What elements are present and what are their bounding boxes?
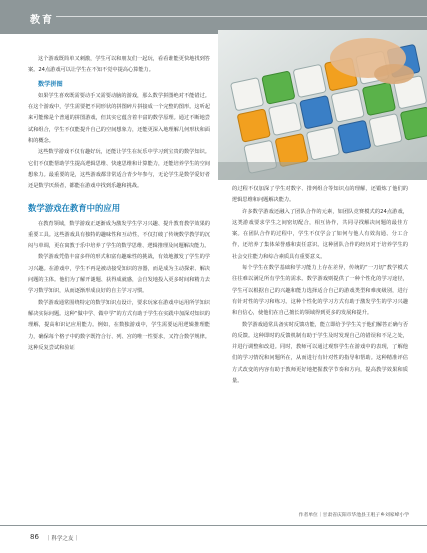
paragraph: 许多数学游戏还融入了团队合作的元素，如团队竞赛模式的24点游戏，这类游戏要求学生之间密切配合，相互协作，共同寻找解决问题的最佳方案。在团队合作的过程中，学生不仅学会了如何与他人有效沟通、分工合作，还培养了集体荣誉感和责任意识。这种团队合作的经历对于培养学生的社会交往能力和综合素质具有重要意义。 [232,208,408,260]
author-affiliation: 作者单位｜甘肃省庆阳市华池县王咀子乡刘家峰小学 [298,513,409,518]
left-column [28,54,210,354]
paragraph-continued: 的过程不仅加深了学生对数字、排列组合等知识点的理解，还锻炼了他们的逻辑思维和问题解决能力。 [232,186,408,204]
paragraph: 在教育领域，数学游戏正逐渐成为激发学生学习兴趣、提升教育教学效果的重要工具。这些游戏具有独特的趣味性和互动性，不仅打破了传统数学教学的沉闷与单调，更在寓教于乐中培养了学生的数学思维、逻辑推理及问题解决能力。 [28,220,210,250]
header-divider [56,16,427,17]
math-puzzle-photo [218,30,427,180]
paragraph: 这些数学游戏不仅有趣好玩，还能让学生在玩乐中学习到宝贵的数学知识。它们不仅能帮助学生提高逻辑思维、快速思维和计算能力，还能培养学生的空间想象力。最重要的是，这些游戏都非常适合青少年参与，无论学生是数学爱好者还是数学厌烦者，都能在游戏中找到乐趣和挑战。 [28,149,210,190]
paragraph: 如果学生喜欢既需要动手又需要动脑的游戏，那么数学拼图绝对不能错过。在这个游戏中，学生需要把不同形状的拼图碎片拼接成一个完整的图形。这听起来可能像是个普通的拼图游戏，但其实它蕴含着丰富的数学原理。通过不断地尝试和组合，学生不仅能提升自己的空间想象力，还能更深入地理解几何形状和面积的概念。 [28,92,210,145]
journal-name: ｜科学之友｜ [46,536,80,542]
paragraph: 数学游戏通常围绕特定的数学知识点设计，要求玩家在游戏中运用所学知识解决实际问题。这种“做中学、做中学”的方式有助于学生在实践中加深对知识的理解，提高和识记应用能力。例如，在数独游戏中，学生需要运用逻辑推理能力，确保每个格子中的数字既符合行、列、宫的唯一性要求，又符合数学规律。这种反复尝试和验证 [28,299,210,351]
section-heading: 数学游戏在教育中的应用 [28,202,121,213]
right-column [232,184,408,387]
subheading-math-puzzle: 数学拼图 [38,80,63,88]
paragraph: 数学游戏凭借丰富多样的形式和富有趣味性的挑战，有效地激发了学生的学习兴趣。在游戏中，学生不再是被动接受知识的容器，而是成为主动探索、解决问题的主体。他们为了解开谜题、获得成就感，会自发地投入更多时间和精力去学习数学知识，从而逐渐形成良好的自主学习习惯。 [28,254,210,295]
paragraph: 数学游戏通常具备实时反馈功能，能立即给予学生关于他们解答正确与否的反馈。这种即时的反馈机制有助于学生及时发现自己的错误和不足之处，并进行调整和改进。同时，教师可以通过观察学生在游戏中的表现，了解他们的学习情况和问题所在，从而进行有针对性的指导和帮助。这种精准评估方式改变的内容有助于教师更好地把握教学节奏和方向，提高教学效果和质量。 [232,321,409,385]
footer-divider [0,525,427,526]
math-puzzle-illustration [218,30,427,180]
paragraph: 这个游戏既简单又刺激，学生可以和朋友们一起玩，看看谁能更快地找到答案。24点游戏可以让学生在不知不觉中提高心算能力。 [28,56,210,74]
page-footer [0,529,427,553]
section-label: 教育 [30,15,54,26]
header-bar [0,0,427,34]
paragraph: 每个学生在数学基础和学习能力上存在差异，传统的“一刀切”教学模式往往难以满足所有学生的需求。数学游戏则提供了一种个性化的学习途径，学生可以根据自己的兴趣和能力选择适合自己的游戏类型和难度级别，进行有针对性的学习和练习。这种个性化的学习方式有助于激发学生的学习兴趣和自信心，使他们在自己擅长的领域得到更多的发展和提升。 [232,265,408,317]
page-number: 86 [30,533,39,541]
